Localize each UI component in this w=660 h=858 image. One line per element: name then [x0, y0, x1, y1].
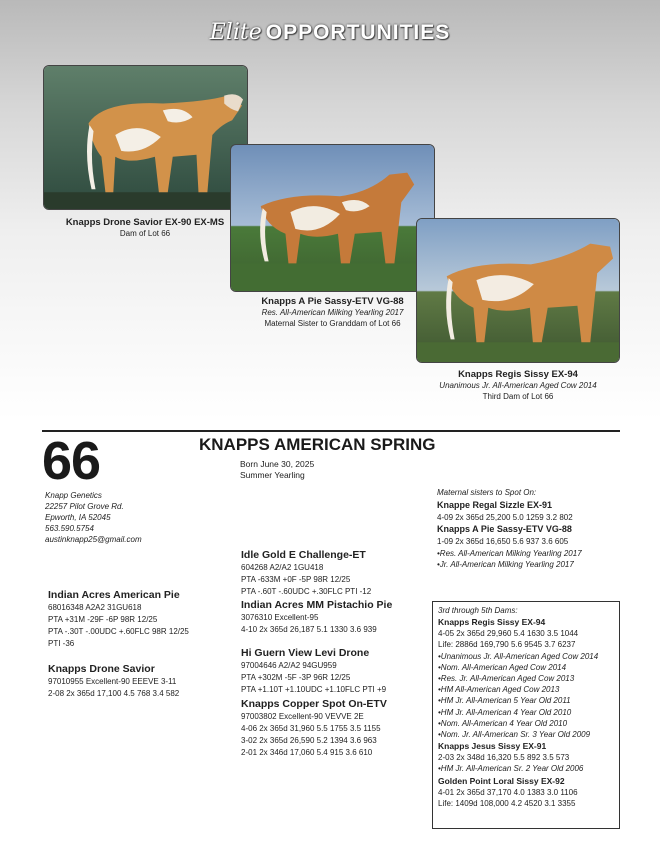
dam3-honor-5: •HM Jr. All-American 5 Year Old 2011	[438, 696, 571, 706]
granddam-line-3: 3-02 2x 365d 26,590 5.2 1394 3.6 963	[241, 736, 377, 745]
sire-dam-line-4: PTI -36	[48, 639, 75, 648]
sire-line-3: PTA -.60T -.60UDC +.30FLC PTI -12	[241, 587, 372, 596]
dam4-honor-1: •HM Jr. All-American Sr. 2 Year Old 2006	[438, 764, 584, 774]
consignor-email: austinknapp25@gmail.com	[45, 535, 142, 544]
consignor-city: Epworth, IA 52045	[45, 513, 111, 522]
sire-sire-line-2: 4-10 2x 365d 26,187 5.1 1330 3.6 939	[241, 625, 377, 634]
dam3-record-2: Life: 2886d 169,790 5.6 9545 3.7 6237	[438, 640, 576, 650]
dam3-honor-1: •Unanimous Jr. All-American Aged Cow 2014	[438, 651, 599, 661]
dams-box	[432, 601, 620, 829]
pedigree-dam	[48, 662, 238, 700]
pedigree-dam-sire	[241, 646, 441, 696]
maternal-honor-1: •Res. All-American Milking Yearling 2017	[437, 548, 582, 558]
maternal-sister-2-record: 1-09 2x 365d 16,650 5.6 937 3.6 605	[437, 537, 569, 546]
header-elite: Elite	[209, 20, 262, 45]
dam-line-2: 2-08 2x 365d 17,100 4.5 768 3.4 582	[48, 689, 180, 698]
dam4-record-1: 2-03 2x 348d 16,320 5.5 892 3.5 573	[438, 753, 570, 763]
dam-sire-line-2: PTA +302M -5F -3P 96R 12/25	[241, 673, 351, 682]
dam-sire-name: Hi Guern View Levi Drone	[241, 647, 370, 659]
divider-rule	[42, 430, 620, 432]
pedigree-sire-dam	[48, 588, 238, 650]
dam3-honor-2: •Nom. All-American Aged Cow 2014	[438, 662, 567, 672]
cow-photo-3	[416, 218, 620, 363]
maternal-sisters	[437, 487, 627, 571]
sire-line-2: PTA -633M +0F -5P 98R 12/25	[241, 575, 351, 584]
caption-name-1: Knapps Drone Savior EX-90 EX-MS	[65, 217, 225, 228]
granddam-line-2: 4-06 2x 365d 31,960 5.5 1755 3.5 1155	[241, 724, 381, 733]
caption-line-3: Third Dam of Lot 66	[482, 392, 554, 401]
granddam-line-4: 2-01 2x 346d 17,060 5.4 915 3.6 610	[241, 748, 373, 757]
sire-sire-line-1: 3076310 Excellent-95	[241, 613, 319, 622]
granddam-name: Knapps Copper Spot On-ETV	[241, 698, 387, 710]
consignor-phone: 563.590.5754	[45, 524, 94, 533]
lot-number: 66	[42, 431, 101, 491]
caption-line-1: Dam of Lot 66	[119, 229, 171, 238]
consignor-street: 22257 Pilot Grove Rd.	[45, 502, 124, 511]
lot-title: KNAPPS AMERICAN SPRING	[199, 435, 436, 454]
pedigree-sire	[241, 548, 441, 598]
page-header	[0, 20, 660, 45]
granddam-line-1: 97003802 Excellent-90 VEVVE 2E	[241, 712, 364, 721]
dam-line-1: 97010955 Excellent-90 EEEVE 3-11	[48, 677, 177, 686]
maternal-sister-1-name: Knappe Regal Sizzle EX-91	[437, 499, 553, 510]
caption-line-2: Maternal Sister to Granddam of Lot 66	[264, 319, 401, 328]
sire-line-1: 604268 A2/A2 1GU418	[241, 563, 324, 572]
dam3-honor-7: •Nom. All-American 4 Year Old 2010	[438, 718, 568, 728]
lot-born-info	[240, 459, 314, 481]
dam3-honor-8: •Nom. Jr. All-American Sr. 3 Year Old 2009	[438, 730, 591, 740]
consignor-name: Knapp Genetics	[45, 491, 102, 500]
photo-caption-1	[30, 217, 260, 239]
born-date: Born June 30, 2025	[240, 459, 315, 469]
pedigree-sire-sire	[241, 598, 441, 636]
cow-photo-2	[230, 144, 435, 292]
caption-name-2: Knapps A Pie Sassy-ETV VG-88	[261, 296, 404, 307]
maternal-honor-2: •Jr. All-American Milking Yearling 2017	[437, 560, 574, 569]
caption-honor-2: Res. All-American Milking Yearling 2017	[261, 308, 404, 317]
dam3-honor-3: •Res. Jr. All-American Aged Cow 2013	[438, 674, 575, 684]
dam3-honor-6: •HM Jr. All-American 4 Year Old 2010	[438, 707, 572, 717]
dam3-record-1: 4-05 2x 365d 29,960 5.4 1630 3.5 1044	[438, 629, 579, 639]
dam-name: Knapps Drone Savior	[48, 663, 155, 675]
caption-honor-3: Unanimous Jr. All-American Aged Cow 2014	[439, 381, 597, 390]
caption-name-3: Knapps Regis Sissy EX-94	[458, 369, 578, 380]
dam3-name: Knapps Regis Sissy EX-94	[438, 617, 546, 628]
sire-dam-name: Indian Acres American Pie	[48, 589, 180, 601]
maternal-sister-1-record: 4-09 2x 365d 25,200 5.0 1259 3.2 802	[437, 512, 573, 522]
sire-name: Idle Gold E Challenge-ET	[241, 549, 366, 561]
dam5-record-1: 4-01 2x 365d 37,170 4.0 1383 3.0 1106	[438, 787, 578, 797]
maternal-heading: Maternal sisters to Spot On:	[437, 488, 537, 497]
dam-sire-line-1: 97004646 A2/A2 94GU959	[241, 661, 337, 670]
dam5-record-2: Life: 1409d 108,000 4.2 4520 3.1 3355	[438, 798, 576, 808]
sire-dam-line-2: PTA +31M -29F -6P 98R 12/25	[48, 615, 158, 624]
sire-dam-line-3: PTA -.30T -.00UDC +.60FLC 98R 12/25	[48, 627, 189, 636]
dam3-honor-4: •HM All-American Aged Cow 2013	[438, 685, 560, 695]
maternal-sister-2-name: Knapps A Pie Sassy-ETV VG-88	[437, 524, 572, 534]
sire-dam-line-1: 68016348 A2A2 31GU618	[48, 603, 142, 612]
cow-photo-1	[43, 65, 248, 210]
dams-heading: 3rd through 5th Dams:	[438, 606, 518, 615]
consignor-info	[45, 490, 142, 545]
dam5-name: Golden Point Loral Sissy EX-92	[438, 775, 565, 786]
pedigree-granddam	[241, 697, 441, 759]
photo-caption-3	[400, 369, 636, 402]
dam4-name: Knapps Jesus Sissy EX-91	[438, 741, 547, 752]
photo-caption-2	[215, 296, 450, 329]
dam-sire-line-3: PTA +1.10T +1.10UDC +1.10FLC PTI +9	[241, 685, 387, 694]
header-opportunities: OPPORTUNITIES	[265, 21, 451, 44]
sire-sire-name: Indian Acres MM Pistachio Pie	[241, 599, 393, 611]
age-class: Summer Yearling	[240, 470, 305, 480]
